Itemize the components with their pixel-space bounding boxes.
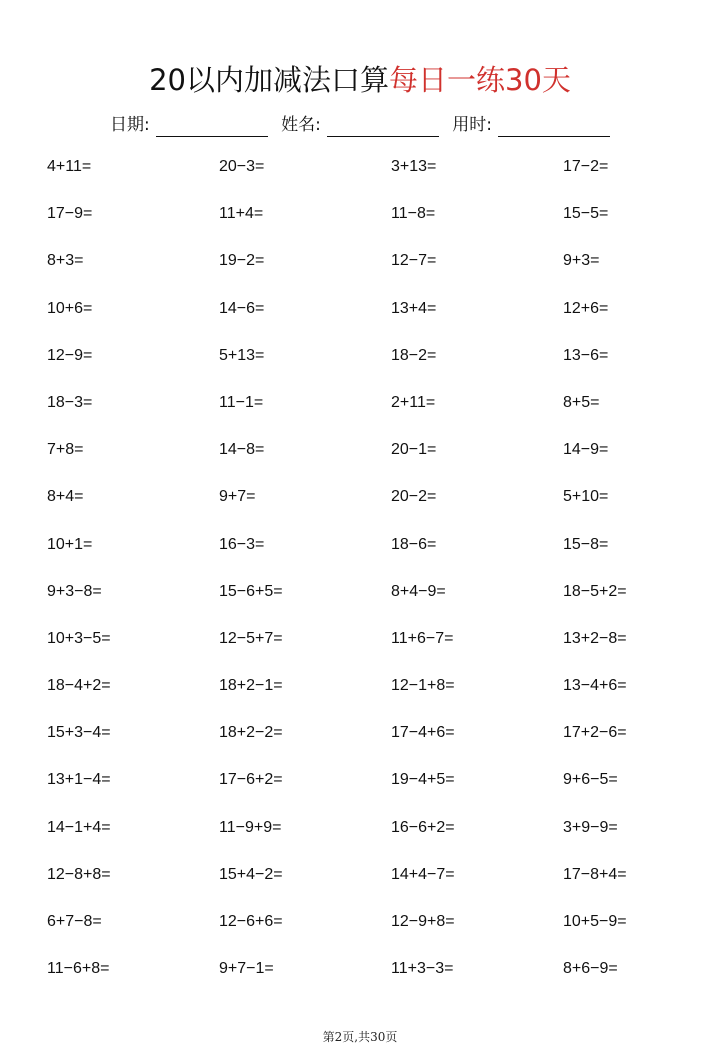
problem-item: 13+2−8= [563, 629, 627, 647]
problem-item: 5+10= [563, 488, 609, 506]
problem-item: 11+6−7= [391, 629, 454, 647]
problem-row [0, 237, 720, 284]
name-label: 姓名: [281, 115, 321, 135]
problem-item: 16−6+2= [391, 818, 455, 836]
problem-item: 12−5+7= [219, 629, 283, 647]
name-field [281, 113, 439, 137]
problem-item: 12−6+6= [219, 913, 283, 930]
problem-item: 19−2= [219, 252, 265, 270]
problem-item: 15+4−2= [219, 865, 283, 883]
problem-row [0, 285, 720, 332]
problem-item: 17−4+6= [391, 724, 455, 742]
problem-row [0, 662, 720, 709]
problem-grid [0, 143, 720, 992]
problem-item: 20−1= [391, 441, 437, 459]
problem-item: 10+3−5= [47, 629, 111, 647]
problem-item: 11+3−3= [391, 960, 454, 978]
problem-item: 12+6= [563, 299, 609, 317]
problem-item: 15+3−4= [47, 724, 111, 742]
problem-row [0, 615, 720, 662]
problem-item: 17−6+2= [219, 771, 283, 789]
problem-item: 14−6= [219, 299, 265, 317]
problem-item: 15−6+5= [219, 582, 283, 600]
time-blank-line [498, 118, 610, 137]
problem-row [0, 473, 720, 520]
problem-item: 17−8+4= [563, 865, 627, 883]
problem-item: 13+4= [391, 299, 437, 317]
problem-item: 18+2−1= [219, 677, 283, 695]
date-blank-line [156, 118, 268, 137]
problem-item: 12−8+8= [47, 865, 111, 883]
problem-item: 18−4+2= [47, 677, 111, 695]
problem-item: 15−8= [563, 535, 609, 553]
problem-row [0, 143, 720, 190]
problem-item: 18+2−2= [219, 724, 283, 742]
problem-item: 9+3−8= [47, 582, 102, 600]
problem-row [0, 521, 720, 568]
problem-item: 14−9= [563, 441, 609, 459]
problem-item: 6+7−8= [47, 913, 102, 930]
problem-row [0, 851, 720, 898]
problem-item: 11−1= [219, 393, 264, 411]
problem-item: 10+1= [47, 535, 93, 553]
problem-item: 16−3= [219, 535, 265, 553]
problem-item: 11−9+9= [219, 818, 282, 836]
problem-row [0, 756, 720, 803]
problem-item: 9+7= [219, 488, 256, 506]
problem-item: 14−1+4= [47, 818, 111, 836]
problem-item: 10+5−9= [563, 913, 627, 930]
problem-item: 2+11= [391, 393, 436, 411]
problem-row [0, 332, 720, 379]
problem-item: 10+6= [47, 299, 93, 317]
problem-row [0, 426, 720, 473]
problem-item: 11−8= [391, 205, 436, 223]
problem-item: 7+8= [47, 441, 84, 459]
problem-item: 12−7= [391, 252, 437, 270]
problem-item: 8+4−9= [391, 582, 446, 600]
problem-item: 17−2= [563, 158, 609, 175]
name-blank-line [327, 118, 439, 137]
problem-item: 20−2= [391, 488, 437, 506]
problem-item: 9+3= [563, 252, 600, 270]
problem-row [0, 898, 720, 945]
problem-item: 18−5+2= [563, 582, 627, 600]
page-title [0, 60, 720, 100]
problem-item: 9+7−1= [219, 960, 274, 978]
problem-item: 19−4+5= [391, 771, 455, 789]
problem-item: 14−8= [219, 441, 265, 459]
problem-row [0, 568, 720, 615]
page-number: 第2页,共30页 [322, 1030, 398, 1044]
problem-item: 8+4= [47, 488, 84, 506]
problem-item: 13−6= [563, 346, 609, 364]
date-label: 日期: [109, 115, 150, 135]
title-main: 20以内加减法口算 [149, 63, 389, 97]
problem-item: 13−4+6= [563, 677, 627, 695]
problem-row [0, 709, 720, 756]
problem-item: 18−2= [391, 346, 437, 364]
problem-row [0, 945, 720, 992]
problem-item: 3+13= [391, 158, 437, 175]
problem-item: 8+5= [563, 393, 600, 411]
problem-item: 15−5= [563, 205, 609, 223]
problem-item: 14+4−7= [391, 865, 455, 883]
info-row [0, 113, 720, 137]
time-field [452, 113, 610, 137]
problem-item: 11+4= [219, 205, 264, 223]
problem-item: 18−6= [391, 535, 437, 553]
problem-item: 12−9+8= [391, 913, 455, 930]
problem-item: 4+11= [47, 158, 92, 175]
problem-item: 18−3= [47, 393, 93, 411]
problem-item: 9+6−5= [563, 771, 618, 789]
problem-row [0, 804, 720, 851]
problem-item: 3+9−9= [563, 818, 618, 836]
problem-row [0, 379, 720, 426]
time-label: 用时: [452, 115, 492, 135]
problem-item: 20−3= [219, 158, 265, 175]
title-highlight: 每日一练30天 [389, 63, 571, 97]
problem-item: 8+6−9= [563, 960, 618, 978]
problem-item: 17−9= [47, 205, 93, 223]
problem-row [0, 190, 720, 237]
problem-item: 17+2−6= [563, 724, 627, 742]
problem-item: 12−1+8= [391, 677, 455, 695]
problem-item: 8+3= [47, 252, 84, 270]
problem-item: 11−6+8= [47, 960, 110, 978]
date-field [110, 113, 268, 137]
problem-item: 12−9= [47, 346, 93, 364]
problem-item: 5+13= [219, 346, 265, 364]
problem-item: 13+1−4= [47, 771, 111, 789]
